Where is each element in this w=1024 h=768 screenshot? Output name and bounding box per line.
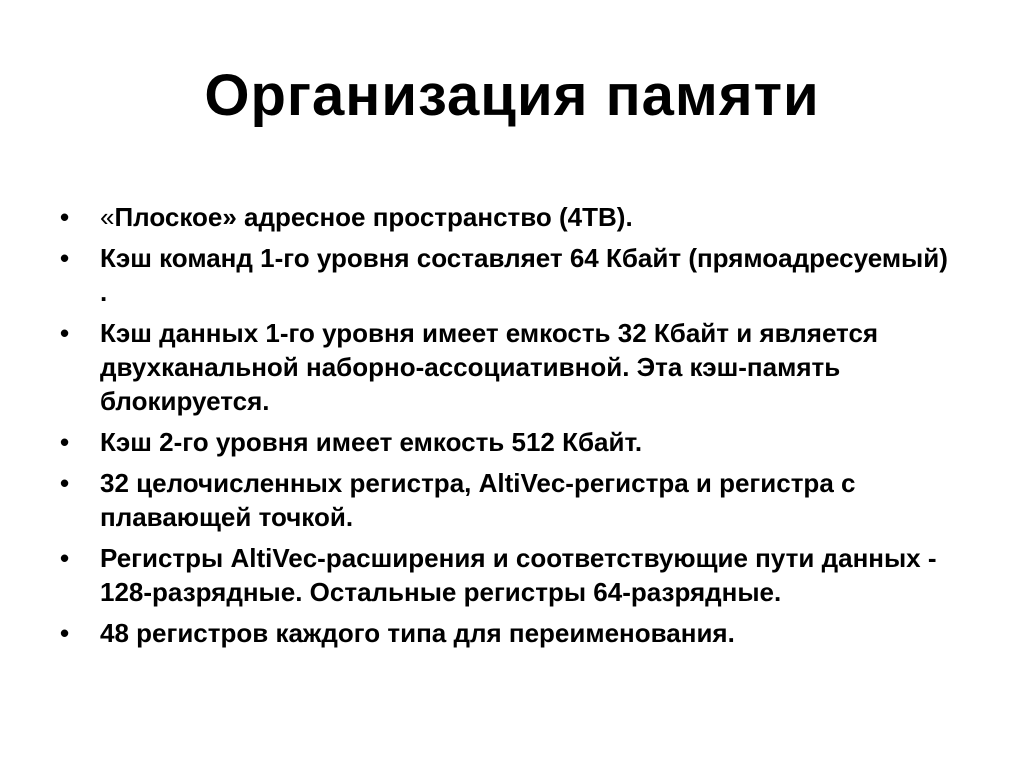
bullet-list [60, 200, 960, 657]
bullet-text [100, 202, 633, 232]
bullet-text: 32 целочисленных регистра, AltiVec-регистра и регистра с плавающей точкой. [100, 468, 856, 532]
bullet-icon: • [60, 202, 70, 232]
bullet-icon: • [60, 543, 70, 573]
bullet-icon: • [60, 618, 70, 648]
bullet-icon: • [60, 427, 70, 457]
bullet-icon: • [60, 468, 70, 498]
bullet-item [60, 541, 960, 609]
bullet-icon: • [60, 243, 70, 273]
bullet-item [60, 316, 960, 418]
bullet-text: 48 регистров каждого типа для переименования. [100, 618, 735, 648]
bullet-text: Регистры AltiVec-расширения и соответствующие пути данных - 128-разрядные. Остальные регистры 64-разрядные. [100, 543, 937, 607]
bullet-icon: • [60, 318, 70, 348]
bullet-item [60, 241, 960, 309]
slide-title: Организация памяти [204, 63, 820, 128]
bullet-text: Кэш команд 1-го уровня составляет 64 Кбайт (прямоадресуемый) . [100, 243, 948, 307]
bullet-item [60, 200, 960, 234]
bullet-text-body: Плоское» адресное пространство (4TB). [114, 202, 633, 232]
bullet-item [60, 425, 960, 459]
bullet-text: Кэш 2-го уровня имеет емкость 512 Кбайт. [100, 427, 643, 457]
quote-mark: « [100, 202, 115, 232]
bullet-item [60, 466, 960, 534]
bullet-item [60, 616, 960, 650]
bullet-text: Кэш данных 1-го уровня имеет емкость 32 Кбайт и является двухканальной наборно-ассоциативной. Эта кэш-память блокируется. [100, 318, 879, 416]
